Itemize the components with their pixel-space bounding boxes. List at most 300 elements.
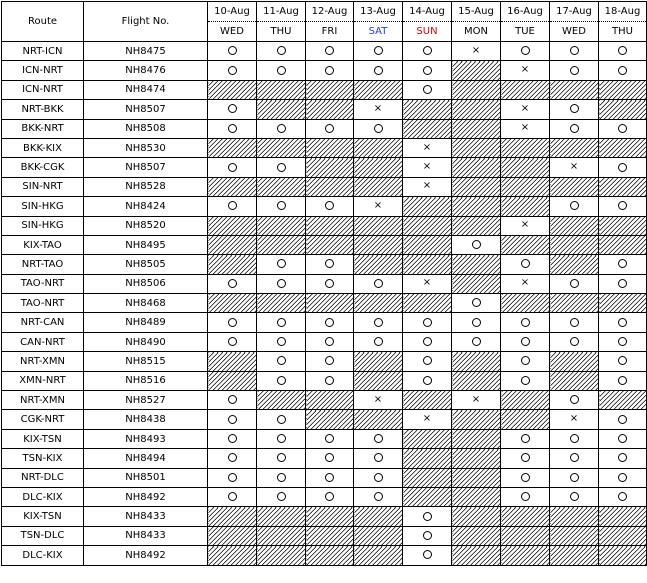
circle-icon	[423, 531, 432, 540]
status-cell	[208, 487, 257, 506]
route-cell: TSN-KIX	[2, 449, 84, 468]
status-cell	[599, 332, 647, 351]
flight-number-cell: NH8489	[84, 313, 208, 332]
circle-icon	[570, 201, 579, 210]
status-cell	[501, 487, 550, 506]
status-cell	[208, 42, 257, 61]
status-cell	[257, 352, 306, 371]
status-cell	[599, 352, 647, 371]
circle-icon	[325, 124, 334, 133]
route-cell: BKK-NRT	[2, 119, 84, 138]
circle-icon	[374, 66, 383, 75]
status-cell	[501, 332, 550, 351]
not-scheduled-cell	[257, 80, 306, 99]
route-cell: NRT-CAN	[2, 313, 84, 332]
status-cell	[599, 274, 647, 293]
not-scheduled-cell	[599, 100, 647, 119]
table-row	[2, 526, 647, 545]
status-cell	[550, 313, 599, 332]
circle-icon	[618, 473, 627, 482]
flight-number-cell: NH8507	[84, 158, 208, 177]
circle-icon	[521, 376, 530, 385]
not-scheduled-cell	[306, 546, 354, 565]
not-scheduled-cell	[257, 138, 306, 157]
flight-number-cell: NH8520	[84, 216, 208, 235]
not-scheduled-cell	[306, 80, 354, 99]
circle-icon	[325, 46, 334, 55]
circle-icon	[618, 376, 627, 385]
not-scheduled-cell	[550, 294, 599, 313]
status-cell	[257, 119, 306, 138]
flight-number-cell: NH8468	[84, 294, 208, 313]
status-cell	[550, 391, 599, 410]
not-scheduled-cell	[306, 526, 354, 545]
not-scheduled-cell	[208, 352, 257, 371]
table-row	[2, 100, 647, 119]
status-cell	[501, 61, 550, 80]
cross-icon	[570, 414, 578, 424]
not-scheduled-cell	[452, 429, 501, 448]
flight-number-cell: NH8495	[84, 235, 208, 254]
flight-number-cell: NH8433	[84, 507, 208, 526]
weekday-header: TUE	[501, 22, 550, 42]
not-scheduled-cell	[208, 216, 257, 235]
circle-icon	[228, 124, 237, 133]
flight-number-cell: NH8493	[84, 429, 208, 448]
not-scheduled-cell	[550, 235, 599, 254]
flight-number-cell: NH8530	[84, 138, 208, 157]
circle-icon	[472, 318, 481, 327]
status-cell	[306, 449, 354, 468]
not-scheduled-cell	[501, 80, 550, 99]
not-scheduled-cell	[501, 158, 550, 177]
route-cell: KIX-TSN	[2, 507, 84, 526]
status-cell	[501, 468, 550, 487]
status-cell	[452, 332, 501, 351]
not-scheduled-cell	[403, 235, 452, 254]
circle-icon	[277, 356, 286, 365]
circle-icon	[570, 124, 579, 133]
status-cell	[257, 158, 306, 177]
table-header	[2, 2, 647, 42]
not-scheduled-cell	[208, 138, 257, 157]
circle-icon	[228, 104, 237, 113]
route-cell: ICN-NRT	[2, 61, 84, 80]
not-scheduled-cell	[550, 352, 599, 371]
status-cell	[306, 332, 354, 351]
flight-number-cell: NH8424	[84, 197, 208, 216]
flight-number-cell: NH8438	[84, 410, 208, 429]
table-row	[2, 138, 647, 157]
circle-icon	[423, 356, 432, 365]
route-cell: DLC-KIX	[2, 487, 84, 506]
not-scheduled-cell	[306, 294, 354, 313]
circle-icon	[228, 492, 237, 501]
status-cell	[257, 313, 306, 332]
not-scheduled-cell	[354, 177, 403, 196]
status-cell	[354, 449, 403, 468]
status-cell	[403, 61, 452, 80]
table-row	[2, 546, 647, 565]
status-cell	[208, 449, 257, 468]
weekday-header: THU	[599, 22, 647, 42]
not-scheduled-cell	[403, 119, 452, 138]
cross-icon	[521, 220, 529, 230]
circle-icon	[325, 453, 334, 462]
circle-icon	[570, 279, 579, 288]
not-scheduled-cell	[208, 526, 257, 545]
weekday-header: MON	[452, 22, 501, 42]
table-row	[2, 507, 647, 526]
not-scheduled-cell	[354, 410, 403, 429]
circle-icon	[521, 453, 530, 462]
status-cell	[354, 429, 403, 448]
status-cell	[501, 255, 550, 274]
circle-icon	[618, 318, 627, 327]
circle-icon	[277, 415, 286, 424]
not-scheduled-cell	[306, 410, 354, 429]
not-scheduled-cell	[257, 526, 306, 545]
status-cell	[208, 429, 257, 448]
cross-icon	[521, 123, 529, 133]
circle-icon	[472, 298, 481, 307]
table-row	[2, 255, 647, 274]
not-scheduled-cell	[550, 507, 599, 526]
status-cell	[208, 119, 257, 138]
status-cell	[354, 274, 403, 293]
not-scheduled-cell	[403, 429, 452, 448]
status-cell	[403, 177, 452, 196]
table-row	[2, 429, 647, 448]
flight-number-cell: NH8515	[84, 352, 208, 371]
circle-icon	[325, 356, 334, 365]
status-cell	[501, 313, 550, 332]
circle-icon	[374, 434, 383, 443]
cross-icon	[374, 104, 382, 114]
route-cell: NRT-TAO	[2, 255, 84, 274]
status-cell	[403, 546, 452, 565]
not-scheduled-cell	[452, 158, 501, 177]
circle-icon	[277, 163, 286, 172]
not-scheduled-cell	[306, 158, 354, 177]
not-scheduled-cell	[257, 177, 306, 196]
circle-icon	[228, 66, 237, 75]
circle-icon	[277, 66, 286, 75]
circle-icon	[618, 163, 627, 172]
circle-icon	[570, 318, 579, 327]
route-cell: CAN-NRT	[2, 332, 84, 351]
table-row	[2, 332, 647, 351]
weekday-header: WED	[550, 22, 599, 42]
route-cell: TAO-NRT	[2, 294, 84, 313]
not-scheduled-cell	[354, 526, 403, 545]
not-scheduled-cell	[550, 216, 599, 235]
date-header: 16-Aug	[501, 2, 550, 22]
route-cell: NRT-ICN	[2, 42, 84, 61]
circle-icon	[277, 376, 286, 385]
circle-icon	[570, 46, 579, 55]
table-body	[2, 42, 647, 566]
status-cell	[257, 255, 306, 274]
circle-icon	[325, 201, 334, 210]
not-scheduled-cell	[452, 410, 501, 429]
status-cell	[403, 274, 452, 293]
status-cell	[403, 313, 452, 332]
circle-icon	[472, 240, 481, 249]
circle-icon	[325, 259, 334, 268]
not-scheduled-cell	[403, 100, 452, 119]
status-cell	[599, 468, 647, 487]
circle-icon	[521, 434, 530, 443]
cross-icon	[374, 395, 382, 405]
status-cell	[306, 274, 354, 293]
circle-icon	[374, 279, 383, 288]
circle-icon	[228, 434, 237, 443]
status-cell	[208, 410, 257, 429]
status-cell	[257, 371, 306, 390]
status-cell	[208, 391, 257, 410]
circle-icon	[570, 434, 579, 443]
status-cell	[354, 119, 403, 138]
circle-icon	[618, 259, 627, 268]
circle-icon	[423, 66, 432, 75]
circle-icon	[277, 492, 286, 501]
status-cell	[550, 197, 599, 216]
date-header: 13-Aug	[354, 2, 403, 22]
status-cell	[354, 487, 403, 506]
route-cell: NRT-XMN	[2, 352, 84, 371]
flight-schedule-table	[1, 1, 647, 566]
route-cell: KIX-TSN	[2, 429, 84, 448]
status-cell	[306, 42, 354, 61]
table-row	[2, 61, 647, 80]
table-row	[2, 158, 647, 177]
not-scheduled-cell	[452, 255, 501, 274]
not-scheduled-cell	[452, 119, 501, 138]
not-scheduled-cell	[550, 526, 599, 545]
circle-icon	[423, 512, 432, 521]
not-scheduled-cell	[550, 80, 599, 99]
not-scheduled-cell	[257, 294, 306, 313]
circle-icon	[325, 279, 334, 288]
route-cell: CGK-NRT	[2, 410, 84, 429]
not-scheduled-cell	[354, 235, 403, 254]
route-cell: KIX-TAO	[2, 235, 84, 254]
not-scheduled-cell	[452, 526, 501, 545]
route-cell: TSN-DLC	[2, 526, 84, 545]
not-scheduled-cell	[403, 391, 452, 410]
circle-icon	[374, 453, 383, 462]
table-row	[2, 274, 647, 293]
status-cell	[306, 468, 354, 487]
status-cell	[501, 274, 550, 293]
status-cell	[599, 313, 647, 332]
table-row	[2, 468, 647, 487]
flight-number-cell: NH8492	[84, 487, 208, 506]
table-row	[2, 235, 647, 254]
circle-icon	[618, 415, 627, 424]
not-scheduled-cell	[452, 100, 501, 119]
circle-icon	[277, 318, 286, 327]
date-header: 11-Aug	[257, 2, 306, 22]
cross-icon	[374, 201, 382, 211]
not-scheduled-cell	[354, 507, 403, 526]
not-scheduled-cell	[452, 371, 501, 390]
cross-icon	[423, 162, 431, 172]
not-scheduled-cell	[452, 216, 501, 235]
circle-icon	[521, 356, 530, 365]
status-cell	[257, 487, 306, 506]
circle-icon	[277, 279, 286, 288]
not-scheduled-cell	[306, 216, 354, 235]
circle-icon	[618, 279, 627, 288]
not-scheduled-cell	[452, 177, 501, 196]
flight-number-cell: NH8475	[84, 42, 208, 61]
table-row	[2, 313, 647, 332]
not-scheduled-cell	[501, 138, 550, 157]
not-scheduled-cell	[452, 507, 501, 526]
route-cell: SIN-NRT	[2, 177, 84, 196]
route-cell: DLC-KIX	[2, 546, 84, 565]
circle-icon	[325, 492, 334, 501]
status-cell	[403, 507, 452, 526]
status-cell	[257, 410, 306, 429]
weekday-header: SUN	[403, 22, 452, 42]
status-cell	[306, 429, 354, 448]
not-scheduled-cell	[501, 526, 550, 545]
cross-icon	[521, 104, 529, 114]
circle-icon	[423, 550, 432, 559]
not-scheduled-cell	[599, 235, 647, 254]
circle-icon	[570, 395, 579, 404]
status-cell	[354, 313, 403, 332]
route-cell: NRT-BKK	[2, 100, 84, 119]
status-cell	[452, 42, 501, 61]
circle-icon	[570, 453, 579, 462]
not-scheduled-cell	[403, 197, 452, 216]
route-cell: XMN-NRT	[2, 371, 84, 390]
not-scheduled-cell	[354, 294, 403, 313]
flight-number-cell: NH8516	[84, 371, 208, 390]
circle-icon	[618, 492, 627, 501]
route-cell: NRT-DLC	[2, 468, 84, 487]
table-row	[2, 177, 647, 196]
status-cell	[403, 526, 452, 545]
not-scheduled-cell	[550, 138, 599, 157]
not-scheduled-cell	[257, 100, 306, 119]
not-scheduled-cell	[354, 80, 403, 99]
status-cell	[452, 391, 501, 410]
weekday-header: THU	[257, 22, 306, 42]
not-scheduled-cell	[403, 255, 452, 274]
circle-icon	[618, 46, 627, 55]
date-header: 12-Aug	[306, 2, 354, 22]
circle-icon	[423, 376, 432, 385]
flight-number-cell: NH8501	[84, 468, 208, 487]
not-scheduled-cell	[306, 391, 354, 410]
circle-icon	[472, 337, 481, 346]
status-cell	[208, 468, 257, 487]
not-scheduled-cell	[452, 61, 501, 80]
status-cell	[354, 332, 403, 351]
date-header: 15-Aug	[452, 2, 501, 22]
status-cell	[550, 100, 599, 119]
not-scheduled-cell	[354, 216, 403, 235]
status-cell	[501, 42, 550, 61]
circle-icon	[374, 337, 383, 346]
status-cell	[403, 42, 452, 61]
circle-icon	[325, 434, 334, 443]
status-cell	[306, 255, 354, 274]
not-scheduled-cell	[403, 487, 452, 506]
circle-icon	[570, 66, 579, 75]
status-cell	[599, 371, 647, 390]
not-scheduled-cell	[599, 507, 647, 526]
status-cell	[599, 429, 647, 448]
not-scheduled-cell	[501, 546, 550, 565]
not-scheduled-cell	[354, 158, 403, 177]
circle-icon	[228, 337, 237, 346]
status-cell	[452, 235, 501, 254]
status-cell	[550, 429, 599, 448]
circle-icon	[521, 46, 530, 55]
status-cell	[599, 61, 647, 80]
not-scheduled-cell	[599, 216, 647, 235]
status-cell	[257, 61, 306, 80]
flight-number-cell: NH8528	[84, 177, 208, 196]
status-cell	[354, 197, 403, 216]
circle-icon	[228, 473, 237, 482]
not-scheduled-cell	[599, 138, 647, 157]
not-scheduled-cell	[501, 235, 550, 254]
not-scheduled-cell	[599, 80, 647, 99]
status-cell	[550, 119, 599, 138]
status-cell	[403, 158, 452, 177]
table-row	[2, 352, 647, 371]
not-scheduled-cell	[599, 177, 647, 196]
status-cell	[403, 332, 452, 351]
table-row	[2, 391, 647, 410]
not-scheduled-cell	[452, 468, 501, 487]
not-scheduled-cell	[599, 294, 647, 313]
status-cell	[208, 274, 257, 293]
not-scheduled-cell	[501, 391, 550, 410]
table-row	[2, 410, 647, 429]
table-row	[2, 42, 647, 61]
flight-number-cell: NH8506	[84, 274, 208, 293]
status-cell	[501, 119, 550, 138]
flight-number-cell: NH8507	[84, 100, 208, 119]
status-cell	[257, 429, 306, 448]
status-cell	[599, 158, 647, 177]
circle-icon	[521, 318, 530, 327]
table-row	[2, 487, 647, 506]
not-scheduled-cell	[306, 138, 354, 157]
circle-icon	[374, 46, 383, 55]
status-cell	[501, 449, 550, 468]
flight-number-cell: NH8433	[84, 526, 208, 545]
cross-icon	[423, 143, 431, 153]
route-column-header: Route	[2, 2, 84, 42]
date-header: 10-Aug	[208, 2, 257, 22]
not-scheduled-cell	[452, 274, 501, 293]
status-cell	[599, 197, 647, 216]
not-scheduled-cell	[354, 138, 403, 157]
flight-number-cell: NH8505	[84, 255, 208, 274]
cross-icon	[423, 414, 431, 424]
not-scheduled-cell	[501, 507, 550, 526]
not-scheduled-cell	[403, 449, 452, 468]
